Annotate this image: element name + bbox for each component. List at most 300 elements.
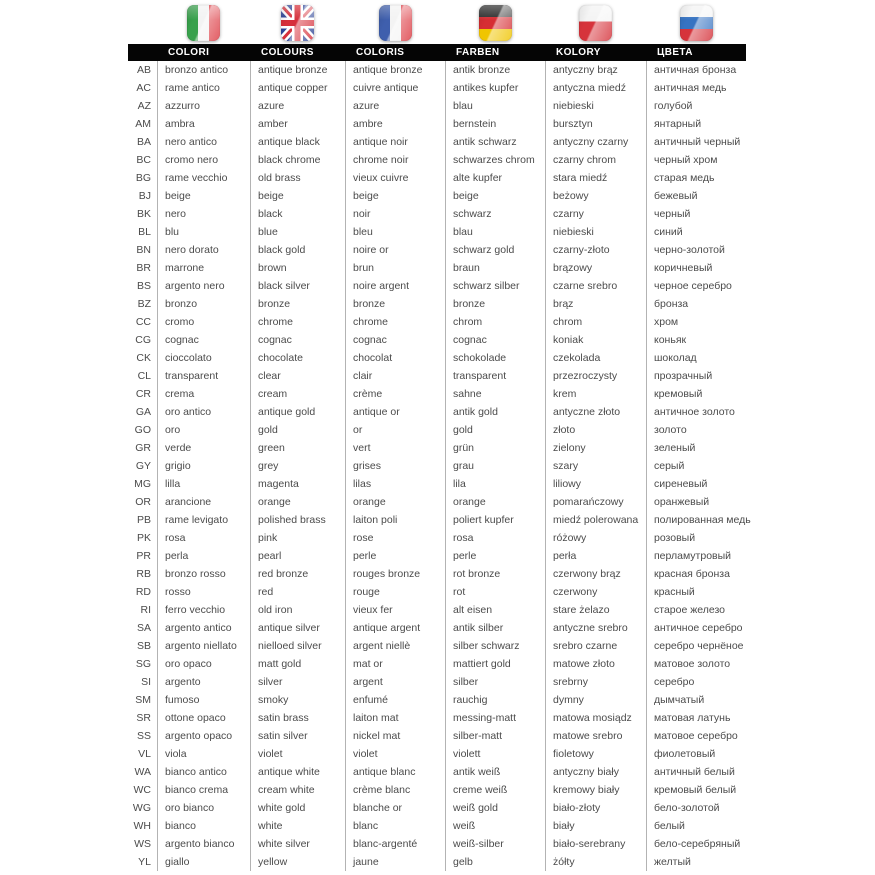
cell-colours: orange xyxy=(250,493,345,511)
italy-flag xyxy=(187,5,220,41)
cell-coloris: blanche or xyxy=(345,799,445,817)
cell-colori: grigio xyxy=(157,457,250,475)
cell-coloris: brun xyxy=(345,259,445,277)
cell-kolory: niebieski xyxy=(545,223,646,241)
cell-colours: white xyxy=(250,817,345,835)
cell-kolory: czarne srebro xyxy=(545,277,646,295)
cell-cveta: серебро xyxy=(646,673,875,691)
cell-colori: bianco crema xyxy=(157,781,250,799)
cell-kolory: brązowy xyxy=(545,259,646,277)
cell-kolory: czekolada xyxy=(545,349,646,367)
cell-coloris: antique or xyxy=(345,403,445,421)
cell-colori: fumoso xyxy=(157,691,250,709)
cell-farben: blau xyxy=(445,223,545,241)
cell-kolory: biały xyxy=(545,817,646,835)
cell-colori: bianco xyxy=(157,817,250,835)
cell-cveta: старое железо xyxy=(646,601,875,619)
cell-coloris: crème xyxy=(345,385,445,403)
cell-kolory: szary xyxy=(545,457,646,475)
cell-code: SR xyxy=(136,712,151,724)
cell-kolory: bursztyn xyxy=(545,115,646,133)
cell-cveta: оранжевый xyxy=(646,493,875,511)
cell-colori: bronzo antico xyxy=(157,61,250,79)
cell-cveta: полированная медь xyxy=(646,511,875,529)
cell-colours: satin silver xyxy=(250,727,345,745)
cell-cveta: старая медь xyxy=(646,169,875,187)
cell-coloris: bronze xyxy=(345,295,445,313)
cell-colours: gold xyxy=(250,421,345,439)
cell-kolory: koniak xyxy=(545,331,646,349)
cell-kolory: antyczna miedź xyxy=(545,79,646,97)
cell-colours: old brass xyxy=(250,169,345,187)
cell-colori: ottone opaco xyxy=(157,709,250,727)
cell-code: SA xyxy=(136,622,151,634)
cell-colours: clear xyxy=(250,367,345,385)
cell-coloris: noire argent xyxy=(345,277,445,295)
cell-farben: silber schwarz xyxy=(445,637,545,655)
cell-cveta: античный черный xyxy=(646,133,875,151)
cell-cveta: матовое серебро xyxy=(646,727,875,745)
cell-farben: cognac xyxy=(445,331,545,349)
cell-kolory: liliowy xyxy=(545,475,646,493)
cell-farben: grau xyxy=(445,457,545,475)
cell-kolory: chrom xyxy=(545,313,646,331)
cell-colours: white silver xyxy=(250,835,345,853)
cell-colours: pearl xyxy=(250,547,345,565)
cell-code: GY xyxy=(135,460,151,472)
cell-colours: beige xyxy=(250,187,345,205)
cell-cveta: дымчатый xyxy=(646,691,875,709)
cell-code: WH xyxy=(133,820,151,832)
table-row xyxy=(128,169,875,187)
cell-colori: marrone xyxy=(157,259,250,277)
cell-coloris: vieux fer xyxy=(345,601,445,619)
france-flag xyxy=(379,5,412,41)
cell-cveta: желтый xyxy=(646,853,875,871)
table-row xyxy=(128,115,875,133)
cell-cveta: прозрачный xyxy=(646,367,875,385)
cell-cveta: голубой xyxy=(646,97,875,115)
cell-colours: magenta xyxy=(250,475,345,493)
cell-code: BA xyxy=(136,136,151,148)
cell-code: CK xyxy=(136,352,151,364)
cell-colours: red bronze xyxy=(250,565,345,583)
cell-colours: antique silver xyxy=(250,619,345,637)
cell-farben: weiß gold xyxy=(445,799,545,817)
cell-colours: antique copper xyxy=(250,79,345,97)
germany-flag xyxy=(479,5,512,41)
cell-farben: grün xyxy=(445,439,545,457)
column-header-5: KOLORY xyxy=(556,47,601,58)
cell-coloris: orange xyxy=(345,493,445,511)
cell-coloris: blanc xyxy=(345,817,445,835)
cell-cveta: шоколад xyxy=(646,349,875,367)
cell-colori: ambra xyxy=(157,115,250,133)
cell-colours: violet xyxy=(250,745,345,763)
cell-colours: antique gold xyxy=(250,403,345,421)
cell-kolory: perła xyxy=(545,547,646,565)
cell-farben: perle xyxy=(445,547,545,565)
cell-cveta: белый xyxy=(646,817,875,835)
cell-colori: argento nero xyxy=(157,277,250,295)
cell-colours: cognac xyxy=(250,331,345,349)
cell-kolory: biało-złoty xyxy=(545,799,646,817)
cell-cveta: сиреневый xyxy=(646,475,875,493)
cell-farben: braun xyxy=(445,259,545,277)
table-row xyxy=(128,619,875,637)
cell-colori: oro bianco xyxy=(157,799,250,817)
cell-colours: yellow xyxy=(250,853,345,871)
cell-colours: antique white xyxy=(250,763,345,781)
cell-kolory: srebrny xyxy=(545,673,646,691)
cell-farben: schwarz gold xyxy=(445,241,545,259)
cell-colori: oro antico xyxy=(157,403,250,421)
flag-cell xyxy=(445,5,545,41)
cell-coloris: noir xyxy=(345,205,445,223)
cell-kolory: czerwony brąz xyxy=(545,565,646,583)
cell-coloris: crème blanc xyxy=(345,781,445,799)
cell-code: BR xyxy=(136,262,151,274)
cell-coloris: chocolat xyxy=(345,349,445,367)
cell-coloris: nickel mat xyxy=(345,727,445,745)
table-header-bar xyxy=(128,44,746,61)
cell-farben: antik gold xyxy=(445,403,545,421)
table-row xyxy=(128,349,875,367)
cell-code: CR xyxy=(135,388,151,400)
cell-farben: antik schwarz xyxy=(445,133,545,151)
cell-code: CG xyxy=(135,334,151,346)
cell-colori: argento niellato xyxy=(157,637,250,655)
cell-coloris: azure xyxy=(345,97,445,115)
cell-farben: weiß xyxy=(445,817,545,835)
cell-farben: violett xyxy=(445,745,545,763)
cell-farben: chrom xyxy=(445,313,545,331)
cell-coloris: rouge xyxy=(345,583,445,601)
cell-coloris: noire or xyxy=(345,241,445,259)
cell-colori: viola xyxy=(157,745,250,763)
cell-farben: blau xyxy=(445,97,545,115)
cell-code: OR xyxy=(135,496,151,508)
table-row xyxy=(128,583,875,601)
cell-code: BG xyxy=(135,172,151,184)
table-row xyxy=(128,97,875,115)
column-header-3: COLORIS xyxy=(356,47,405,58)
table-row xyxy=(128,493,875,511)
cell-colours: chrome xyxy=(250,313,345,331)
cell-cveta: золото xyxy=(646,421,875,439)
table-row xyxy=(128,763,875,781)
cell-farben: beige xyxy=(445,187,545,205)
cell-kolory: dymny xyxy=(545,691,646,709)
cell-colori: crema xyxy=(157,385,250,403)
cell-colori: rosso xyxy=(157,583,250,601)
cell-cveta: черно-золотой xyxy=(646,241,875,259)
cell-coloris: perle xyxy=(345,547,445,565)
cell-cveta: красный xyxy=(646,583,875,601)
cell-colours: amber xyxy=(250,115,345,133)
cell-farben: schokolade xyxy=(445,349,545,367)
cell-code: AZ xyxy=(137,100,151,112)
cell-code: WS xyxy=(134,838,151,850)
table-row xyxy=(128,565,875,583)
cell-coloris: rouges bronze xyxy=(345,565,445,583)
cell-farben: rosa xyxy=(445,529,545,547)
cell-cveta: бело-серебряный xyxy=(646,835,875,853)
cell-code: RI xyxy=(140,604,151,616)
cell-cveta: черный хром xyxy=(646,151,875,169)
cell-cveta: коричневый xyxy=(646,259,875,277)
cell-kolory: czerwony xyxy=(545,583,646,601)
table-row xyxy=(128,475,875,493)
table-row xyxy=(128,403,875,421)
cell-kolory: matowe złoto xyxy=(545,655,646,673)
cell-cveta: кремовый xyxy=(646,385,875,403)
cell-colori: bronzo rosso xyxy=(157,565,250,583)
cell-farben: poliert kupfer xyxy=(445,511,545,529)
cell-farben: antik bronze xyxy=(445,61,545,79)
cell-cveta: перламутровый xyxy=(646,547,875,565)
cell-farben: antik weiß xyxy=(445,763,545,781)
cell-farben: sahne xyxy=(445,385,545,403)
cell-kolory: antyczny biały xyxy=(545,763,646,781)
cell-cveta: бело-золотой xyxy=(646,799,875,817)
cell-colours: bronze xyxy=(250,295,345,313)
cell-coloris: grises xyxy=(345,457,445,475)
table-row xyxy=(128,637,875,655)
table-row xyxy=(128,727,875,745)
cell-cveta: кремовый белый xyxy=(646,781,875,799)
cell-code: YL xyxy=(138,856,151,868)
cell-cveta: красная бронза xyxy=(646,565,875,583)
cell-code: BJ xyxy=(138,190,151,202)
cell-colours: smoky xyxy=(250,691,345,709)
cell-coloris: clair xyxy=(345,367,445,385)
cell-colori: azzurro xyxy=(157,97,250,115)
cell-colours: matt gold xyxy=(250,655,345,673)
table-row xyxy=(128,529,875,547)
cell-code: SB xyxy=(136,640,151,652)
cell-code: PK xyxy=(136,532,151,544)
cell-cveta: матовая латунь xyxy=(646,709,875,727)
cell-code: BN xyxy=(136,244,151,256)
cell-farben: weiß-silber xyxy=(445,835,545,853)
cell-cveta: серый xyxy=(646,457,875,475)
cell-kolory: stara miedź xyxy=(545,169,646,187)
table-row xyxy=(128,709,875,727)
cell-colori: rame vecchio xyxy=(157,169,250,187)
cell-cveta: матовое золото xyxy=(646,655,875,673)
cell-colours: green xyxy=(250,439,345,457)
cell-colori: argento opaco xyxy=(157,727,250,745)
cell-colori: cioccolato xyxy=(157,349,250,367)
cell-farben: bernstein xyxy=(445,115,545,133)
cell-colori: rame levigato xyxy=(157,511,250,529)
cell-colori: beige xyxy=(157,187,250,205)
cell-kolory: krem xyxy=(545,385,646,403)
table-row xyxy=(128,421,875,439)
header-code-spacer xyxy=(128,44,157,61)
cell-farben: silber-matt xyxy=(445,727,545,745)
cell-cveta: античное серебро xyxy=(646,619,875,637)
cell-kolory: miedź polerowana xyxy=(545,511,646,529)
table-row xyxy=(128,259,875,277)
cell-colours: brown xyxy=(250,259,345,277)
cell-colours: black gold xyxy=(250,241,345,259)
color-table-body xyxy=(128,61,875,871)
cell-cveta: бежевый xyxy=(646,187,875,205)
cell-code: BZ xyxy=(137,298,151,310)
cell-farben: bronze xyxy=(445,295,545,313)
cell-kolory: zielony xyxy=(545,439,646,457)
table-row xyxy=(128,241,875,259)
cell-colours: silver xyxy=(250,673,345,691)
cell-code: AC xyxy=(136,82,151,94)
cell-coloris: antique blanc xyxy=(345,763,445,781)
table-row xyxy=(128,547,875,565)
cell-code: SI xyxy=(141,676,151,688)
cell-colori: nero xyxy=(157,205,250,223)
flags-row xyxy=(157,5,746,41)
cell-kolory: beżowy xyxy=(545,187,646,205)
table-row xyxy=(128,745,875,763)
cell-kolory: czarny-złoto xyxy=(545,241,646,259)
cell-cveta: зеленый xyxy=(646,439,875,457)
cell-cveta: бронза xyxy=(646,295,875,313)
table-row xyxy=(128,457,875,475)
cell-coloris: blanc-argenté xyxy=(345,835,445,853)
cell-coloris: or xyxy=(345,421,445,439)
table-row xyxy=(128,673,875,691)
cell-code: VL xyxy=(138,748,151,760)
cell-code: BS xyxy=(136,280,151,292)
cell-cveta: античная бронза xyxy=(646,61,875,79)
cell-colours: black silver xyxy=(250,277,345,295)
cell-farben: messing-matt xyxy=(445,709,545,727)
cell-colori: blu xyxy=(157,223,250,241)
column-header-1: COLORI xyxy=(168,47,210,58)
cell-colours: black chrome xyxy=(250,151,345,169)
cell-colori: argento bianco xyxy=(157,835,250,853)
table-row xyxy=(128,313,875,331)
cell-kolory: czarny xyxy=(545,205,646,223)
table-row xyxy=(128,799,875,817)
cell-colori: argento antico xyxy=(157,619,250,637)
cell-kolory: matowa mosiądz xyxy=(545,709,646,727)
cell-cveta: розовый xyxy=(646,529,875,547)
cell-colori: ferro vecchio xyxy=(157,601,250,619)
cell-farben: schwarz xyxy=(445,205,545,223)
cell-farben: schwarz silber xyxy=(445,277,545,295)
cell-coloris: argent niellè xyxy=(345,637,445,655)
cell-farben: silber xyxy=(445,673,545,691)
column-header-2: COLOURS xyxy=(261,47,314,58)
table-row xyxy=(128,61,875,79)
cell-code: AB xyxy=(136,64,151,76)
table-row xyxy=(128,79,875,97)
cell-code: CC xyxy=(135,316,151,328)
table-row xyxy=(128,133,875,151)
cell-coloris: vert xyxy=(345,439,445,457)
cell-farben: transparent xyxy=(445,367,545,385)
flag-cell xyxy=(646,5,746,41)
cell-colori: rame antico xyxy=(157,79,250,97)
cell-colours: satin brass xyxy=(250,709,345,727)
table-row xyxy=(128,205,875,223)
cell-colori: oro xyxy=(157,421,250,439)
cell-colours: cream white xyxy=(250,781,345,799)
cell-cveta: хром xyxy=(646,313,875,331)
cell-colori: bianco antico xyxy=(157,763,250,781)
cell-cveta: коньяк xyxy=(646,331,875,349)
cell-kolory: żółty xyxy=(545,853,646,871)
cell-colours: cream xyxy=(250,385,345,403)
uk-flag xyxy=(281,5,314,41)
cell-code: PB xyxy=(136,514,151,526)
cell-coloris: violet xyxy=(345,745,445,763)
cell-code: SM xyxy=(135,694,151,706)
cell-coloris: cognac xyxy=(345,331,445,349)
cell-code: RD xyxy=(135,586,151,598)
table-row xyxy=(128,295,875,313)
table-row xyxy=(128,277,875,295)
table-row xyxy=(128,511,875,529)
cell-coloris: jaune xyxy=(345,853,445,871)
cell-colours: polished brass xyxy=(250,511,345,529)
cell-coloris: ambre xyxy=(345,115,445,133)
cell-coloris: vieux cuivre xyxy=(345,169,445,187)
cell-code: WC xyxy=(133,784,151,796)
cell-code: BK xyxy=(136,208,151,220)
cell-farben: gelb xyxy=(445,853,545,871)
cell-code: WG xyxy=(132,802,151,814)
cell-code: GR xyxy=(135,442,151,454)
table-row xyxy=(128,223,875,241)
cell-farben: antik silber xyxy=(445,619,545,637)
cell-colours: antique black xyxy=(250,133,345,151)
cell-colori: transparent xyxy=(157,367,250,385)
cell-code: WA xyxy=(134,766,151,778)
cell-kolory: pomarańczowy xyxy=(545,493,646,511)
cell-colori: nero antico xyxy=(157,133,250,151)
table-row xyxy=(128,835,875,853)
cell-cveta: янтарный xyxy=(646,115,875,133)
table-row xyxy=(128,655,875,673)
table-row xyxy=(128,601,875,619)
cell-colori: arancione xyxy=(157,493,250,511)
cell-code: CL xyxy=(137,370,151,382)
cell-farben: lila xyxy=(445,475,545,493)
cell-farben: alte kupfer xyxy=(445,169,545,187)
cell-colori: perla xyxy=(157,547,250,565)
cell-coloris: chrome noir xyxy=(345,151,445,169)
cell-colours: pink xyxy=(250,529,345,547)
table-row xyxy=(128,151,875,169)
cell-code: MG xyxy=(134,478,151,490)
cell-colours: nielloed silver xyxy=(250,637,345,655)
poland-flag xyxy=(579,5,612,41)
cell-cveta: античный белый xyxy=(646,763,875,781)
cell-kolory: antyczny czarny xyxy=(545,133,646,151)
cell-colori: lilla xyxy=(157,475,250,493)
cell-farben: mattiert gold xyxy=(445,655,545,673)
cell-code: BL xyxy=(138,226,151,238)
column-header-6: ЦВЕТА xyxy=(657,47,693,58)
cell-colori: cromo xyxy=(157,313,250,331)
cell-cveta: черное серебро xyxy=(646,277,875,295)
cell-code: SG xyxy=(135,658,151,670)
cell-kolory: przezroczysty xyxy=(545,367,646,385)
flag-cell xyxy=(545,5,646,41)
